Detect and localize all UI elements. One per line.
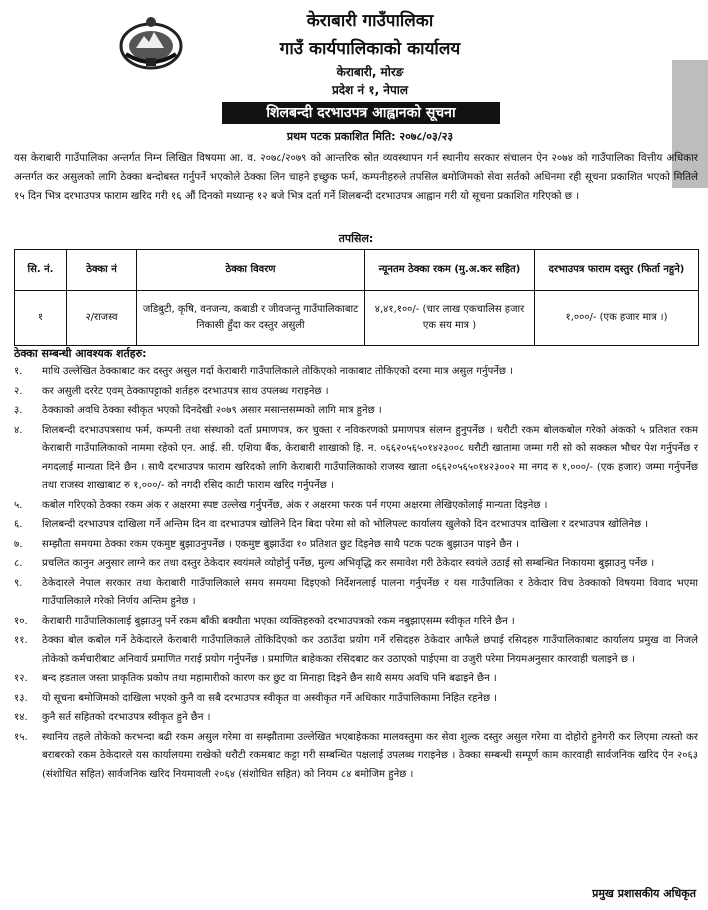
conditions-heading: ठेक्का सम्बन्धी आवश्यक शर्तहरु: (14, 347, 147, 360)
item-number: ४. (14, 424, 23, 436)
item-number: ११. (14, 635, 28, 646)
item-number: ८. (14, 558, 23, 569)
list-item (14, 363, 698, 382)
cell-sn: १ (15, 291, 67, 346)
header-contract-no: ठेक्का नं (67, 250, 137, 291)
item-number: १. (14, 366, 23, 377)
contract-table (14, 249, 699, 346)
list-item (14, 536, 698, 555)
item-text: सम्झौता समयमा ठेक्का रकम एकमुष्ट बुझाउनुपर्नेछ । एकमुष्ट बुझाउँदा १० प्रतिशत छुट दिइनेछ साथै पटक पटक बुझाउन पाइने छैन । (42, 538, 519, 550)
item-number: ६. (14, 519, 23, 530)
list-item (14, 402, 698, 421)
item-text: यो सूचना बमोजिमको दाखिला भएको कुनै वा सबै दरभाउपत्र स्वीकृत वा अस्वीकृत गर्ने अधिकार गाउँपालिकामा निहित रहनेछ । (42, 692, 498, 704)
item-text: प्रचलित कानुन अनुसार लाग्ने कर तथा दस्तुर ठेकेदार स्वयंमले व्योहोर्नु पर्नेछ, मुल्य अभिवृद्धि कर समावेश गरी ठेकेदार स्वयंले उठाई सो सम्बन्धित निकायमा बुझाउनु पर्नेछ । (42, 558, 655, 569)
header-sn: सि. नं. (15, 250, 67, 291)
cell-form-fee: १,०००/- (एक हजार मात्र ।) (535, 291, 699, 346)
item-number: ३. (14, 405, 23, 416)
item-number: १३. (14, 692, 28, 704)
item-number: १४. (14, 712, 28, 723)
item-number: १२. (14, 673, 28, 684)
conditions-list (14, 363, 698, 785)
item-text: शिलबन्दी दरभाउपत्रसाथ फर्म, कम्पनी तथा संस्थाको दर्ता प्रमाणपत्र, कर चुक्ता र नविकरणको प्रमाणपत्र संलग्न हुनुपर्नेछ । धरौटी रकम बोलकबोल गरेको अंकको ५ प्रतिशत रकम केराबारी गाउँपालिकाको नाममा रहेको एन. आई. सी. एशिया बैंक, केराबारी शाखाको हि. न. ०६६२०५६५०१४२३००८ धरौटी खातामा जम्मा गरी सो को सक्कल भौचर पेश गर्नुपर्नेछ र नगदलाई मान्यता दिने छैन । साथै दरभाउपत्र फाराम खरिदको लागि केराबारी गाउँपालिकाको राजस्व खाता ०६६२०५६५०१४२३००२ मा नगद रु १,०००/- (एक हजार) जम्मा गर्नुपर्नेछ तथा राजस्व शाखाबाट रु १,०००/- को नगदी रसिद काटी फाराम खरिद गर्नुपर्नेछ । (42, 424, 698, 491)
item-number: १५. (14, 731, 28, 743)
office-province: प्रदेश नं १, नेपाल (331, 83, 409, 97)
office-address: केराबारी, मोरङ (336, 65, 404, 79)
item-text: ठेक्का बोल कबोल गर्ने ठेकेदारले केराबारी गाउँपालिकाले तोकिदिएको कर उठाउँदा प्रयोग गर्ने रसिदहरु ठेकेदार आफैले छपाई रसिदहरु गाउँपालिकाबाट कार्यालय प्रमुख वा निजले तोकेको कर्मचारीबाट अनिवार्य प्रमाणित गराई प्रयोग गर्नुपर्नेछ । प्रमाणित बाहेकका रसिदबाट कर उठाएको पाईएमा वा उजुरी परेमा नियमअनुसार कारवाही चलाइने छ । (42, 635, 698, 665)
schedule-heading: तपसिल: (338, 232, 374, 245)
signatory-title: प्रमुख प्रशासकीय अधिकृत (592, 887, 696, 900)
item-number: २. (14, 385, 23, 397)
item-text: कुनै सर्त सहितको दरभाउपत्र स्वीकृत हुने छैन । (42, 712, 211, 723)
item-text: माथि उल्लेखित ठेक्काबाट कर दस्तुर असुल गर्दा केराबारी गाउँपालिकाले तोकिएको नाकाबाट तोकिएको दरमा मात्र असुल गर्नुपर्नेछ । (42, 366, 514, 377)
item-text: ठेक्काको अवधि ठेक्का स्वीकृत भएको दिनदेखी २०७९ असार मसान्तसम्मको लागि मात्र हुनेछ । (42, 405, 382, 416)
header-form-fee: दरभाउपत्र फाराम दस्तुर (फिर्ता नहुने) (535, 250, 699, 291)
header-min-amount: न्यूनतम ठेक्का रकम (मु.अ.कर सहित) (365, 250, 535, 291)
item-number: ७. (14, 538, 23, 550)
item-number: १०. (14, 615, 28, 627)
item-text: बन्द हडताल जस्ता प्राकृतिक प्रकोप तथा महामारीको कारण कर छुट वा मिनाहा दिइने छैन साथै समय अवधि पनि बढाइने छैन । (42, 673, 497, 684)
office-subtitle: गाउँ कार्यपालिकाको कार्यालय (279, 39, 461, 59)
office-name: केराबारी गाउँपालिका (306, 11, 434, 31)
header-description: ठेक्का विवरण (137, 250, 365, 291)
intro-paragraph: यस केराबारी गाउँपालिका अन्तर्गत निम्न लिखित विषयमा आ. व. २०७८/२०७९ को आन्तरिक स्रोत व्यवस्थापन गर्न स्थानीय सरकार संचालन ऐन २०७४ को गाउँपालिका वित्तीय अधिकार अन्तर्गत कर असुलको लागि ठेक्का बन्दोबस्त गर्नुपर्ने भएकोले ठेक्का लिन चाहने इच्छुक फर्म, कम्पनीहरुले तपसिल बमोजिमको सेवा सर्तको अधिनमा रही सूचना प्रकाशित भएको मितिले १५ दिन भित्र दरभाउपत्र फाराम खरिद गरी १६ औं दिनको मध्यान्ह १२ बजे भित्र दर्ता गर्ने शिलबन्दी दरभाउपत्र आह्वान गरी यो सूचना प्रकाशित गरिएको छ । (14, 152, 698, 202)
cell-description: जडिबुटी, कृषि, वनजन्य, कबाडी र जीवजन्तु गाउँपालिकाबाट निकासी हुँदा कर दस्तुर असुली (137, 291, 365, 346)
list-item (14, 690, 698, 709)
list-item (14, 632, 698, 669)
item-text: कबोल गरिएको ठेक्का रकम अंक र अक्षरमा स्पष्ट उल्लेख गर्नुपर्नेछ, अंक र अक्षरमा फरक पर्न गएमा अक्षरमा लेखिएकोलाई मान्यता दिइनेछ । (42, 499, 548, 511)
item-number: ५. (14, 499, 23, 511)
cell-min-amount: ४,४१,१००/- (चार लाख एकचालिस हजार एक सय मात्र ) (365, 291, 535, 346)
item-text: कर असुली दररेट एवम् ठेक्कापट्टाको शर्तहरु दरभाउपत्र साथ उपलब्ध गराइनेछ । (42, 385, 329, 397)
publication-date: प्रथम पटक प्रकाशित मिति: २०७८/०३/२३ (286, 130, 454, 143)
list-item (14, 516, 698, 535)
list-item (14, 670, 698, 689)
notice-title-banner: शिलबन्दी दरभाउपत्र आह्वानको सूचना (222, 102, 500, 124)
cell-contract-no: २/राजस्व (67, 291, 137, 346)
list-item (14, 422, 698, 496)
list-item (14, 497, 698, 516)
list-item (14, 709, 698, 728)
item-text: स्थानिय तहले तोकेको करभन्दा बढी रकम असुल गरेमा वा सम्झौतामा उल्लेखित भएबाहेकका मालवस्तुमा कर सेवा शुल्क दस्तुर असुल गरेमा वा दोहोरो हुनेगरी कर लिएमा त्यस्तो कर बराबरको रकम ठेकेदारले यस कार्यालयमा राखेको धरौटी रकमबाट कट्टा गरी सम्बन्धित पक्षलाई उपलब्ध गराइनेछ । ठेक्का सम्बन्धी सम्पूर्ण काम कारवाही सार्वजनिक खरिद ऐन २०६३ (संशोधित सहित) सार्वजनिक खरिद नियमावली २०६४ (संशोधित सहित) को नियम ८४ बमोजिम हुनेछ । (42, 731, 698, 780)
item-number: ९. (14, 577, 23, 589)
list-item (14, 383, 698, 402)
item-text: शिलबन्दी दरभाउपत्र दाखिला गर्ने अन्तिम दिन वा दरभाउपत्र खोलिने दिन बिदा परेमा सो को भोलिपल्ट कार्यालय खुलेको दिन दरभाउपत्र दाखिला र दरभाउपत्र खोलिनेछ । (42, 519, 649, 530)
list-item (14, 613, 698, 632)
list-item (14, 555, 698, 574)
item-text: ठेकेदारले नेपाल सरकार तथा केराबारी गाउँपालिकाले समय समयमा दिइएको निर्देशनलाई पालना गर्नुपर्नेछ र यस गाउँपालिका र ठेकेदार विच ठेक्काको विषयमा विवाद भएमा गाउँपालिकाले गरेको निर्णय अन्तिम हुनेछ । (42, 577, 698, 607)
table-row (15, 291, 699, 346)
item-text: केराबारी गाउँपालिकालाई बुझाउनु पर्ने रकम बाँकी बक्यौता भएका व्यक्तिहरुको दरभाउपत्रको रकम नबुझाएसम्म स्वीकृत गरिने छैन । (42, 615, 515, 627)
table-header-row (15, 250, 699, 291)
list-item (14, 575, 698, 612)
list-item (14, 729, 698, 785)
